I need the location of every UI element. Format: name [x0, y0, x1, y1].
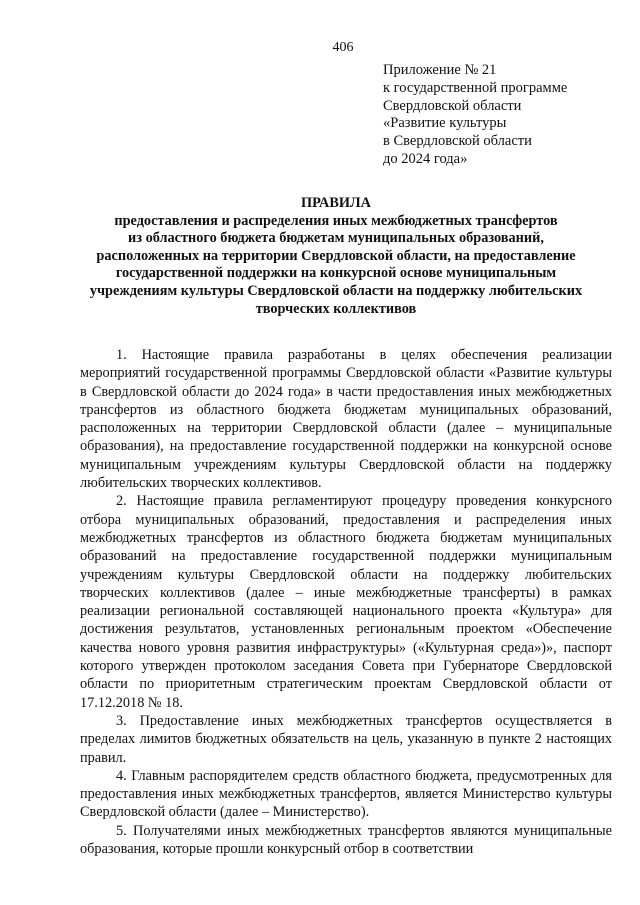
- appendix-line: до 2024 года»: [383, 150, 468, 167]
- title-line: из областного бюджета бюджетам муниципальных образований,: [128, 230, 544, 247]
- appendix-line: в Свердловской области: [383, 133, 532, 150]
- paragraph: 2. Настоящие правила регламентируют процедуру проведения конкурсного отбора муниципальных образований, предоставления и распределения иных межбюджетных трансфертов из областного бюджета бюджетам муниципальных образований на предоставление государственной поддержки муниципальным учреждениям культуры Свердловской области на поддержку любительских творческих коллективов (далее – иные межбюджетные трансферты) в рамках реализации региональной составляющей национального проекта «Культура» для достижения результатов, установленных региональным проектом «Обеспечение качества нового уровня развития инфраструктуры» («Культурная среда»)», паспорт которого утвержден протоколом заседания Совета при Губернаторе Свердловской области по приоритетным стратегическим проектам Свердловской области от 17.12.2018 № 18.: [80, 493, 612, 711]
- paragraph: 4. Главным распорядителем средств областного бюджета, предусмотренных для предоставления иных межбюджетных трансфертов, является Министерство культуры Свердловской области (далее – Министерство).: [80, 767, 612, 821]
- paragraph: 5. Получателями иных межбюджетных трансфертов являются муниципальные образования, которые прошли конкурсный отбор в соответствии: [80, 822, 612, 858]
- page-number: 406: [332, 40, 354, 55]
- appendix-block: [383, 62, 623, 169]
- title-line: государственной поддержки на конкурсной основе муниципальным: [115, 265, 557, 282]
- title-line: предоставления и распределения иных межбюджетных трансфертов: [114, 212, 558, 229]
- appendix-line: Приложение № 21: [383, 62, 497, 78]
- appendix-line: «Развитие культуры: [383, 115, 507, 132]
- paragraph: 3. Предоставление иных межбюджетных трансфертов осуществляется в пределах лимитов бюджетных обязательств на цель, указанную в пункте 2 настоящих правил.: [80, 712, 612, 766]
- title-line: расположенных на территории Свердловской области, на предоставление: [96, 247, 576, 264]
- title-line: учреждениям культуры Свердловской области на поддержку любительских: [89, 282, 583, 299]
- document-body: [80, 346, 612, 858]
- document-title: [60, 195, 612, 318]
- appendix-line: Свердловской области: [383, 97, 522, 114]
- paragraph: 1. Настоящие правила разработаны в целях обеспечения реализации мероприятий государственной программы Свердловской области «Развитие культуры в Свердловской области до 2024 года» в части предоставления иных межбюджетных трансфертов из областного бюджета бюджетам муниципальных образований, расположенных на территории Свердловской области (далее – муниципальные образования), на предоставление государственной поддержки на конкурсной основе муниципальным учреждениям культуры Свердловской области на поддержку любительских творческих коллективов.: [80, 347, 612, 492]
- title-heading: ПРАВИЛА: [301, 195, 371, 211]
- title-line: творческих коллективов: [255, 300, 417, 317]
- appendix-line: к государственной программе: [383, 79, 568, 96]
